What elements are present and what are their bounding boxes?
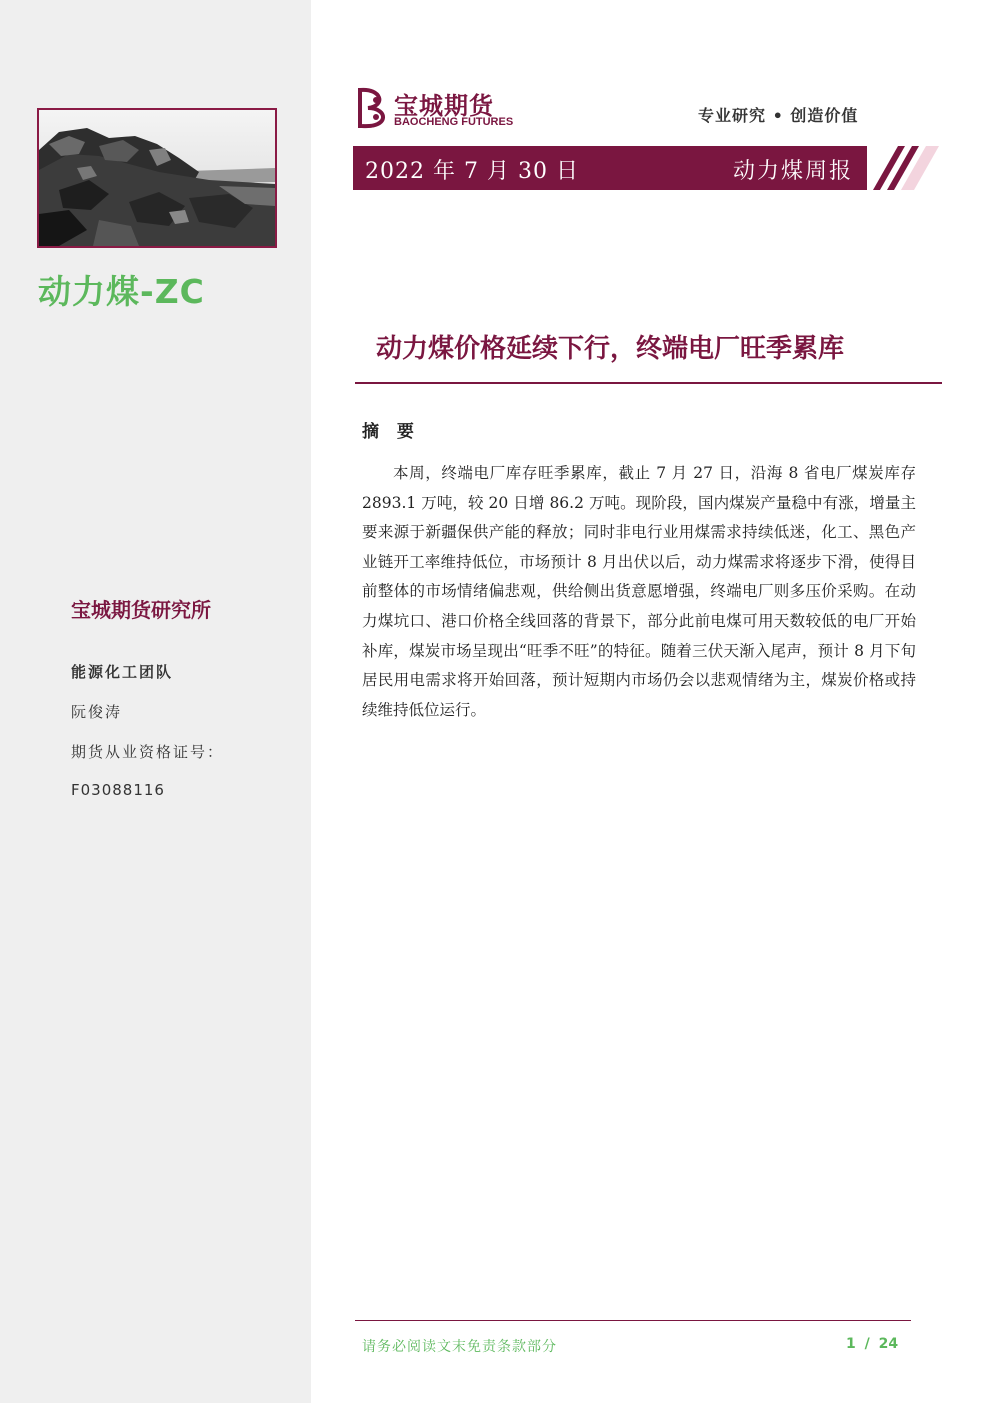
institute-name: 宝城期货研究所 [71,598,211,622]
product-title: 动力煤-ZC [38,272,205,311]
footer-disclaimer: 请务必阅读文末免责条款部分 [362,1339,557,1355]
logo-english-text: BAOCHENG FUTURES [394,116,514,128]
page-number: 1 / 24 [846,1336,899,1352]
report-type: 动力煤周报 [733,159,854,184]
report-date: 2022 年 7 月 30 日 [365,159,579,184]
company-logo [356,86,521,132]
headline-divider [355,382,942,384]
coal-image-icon [39,110,275,246]
cert-label: 期货从业资格证号： [71,743,225,761]
logo-mark-icon [356,86,392,130]
cert-number: F03088116 [71,781,165,799]
team-name: 能源化工团队 [71,663,174,681]
coal-photo [37,108,277,248]
abstract-body: 本周，终端电厂库存旺季累库，截止 7 月 27 日，沿海 8 省电厂煤炭库存 2893.1 万吨，较 20 日增 86.2 万吨。现阶段，国内煤炭产量稳中有涨，增量主要来源于新疆保供产能的释放；同时非电行业用煤需求持续低迷，化工、黑色产业链开工率维持低位，市场预计 8 月出伏以后，动力煤需求将逐步下滑，使得目前整体的市场情绪偏悲观，供给侧出货意愿增强，终端电厂则多压价采购。在动力煤坑口、港口价格全线回落的背景下，部分此前电煤可用天数较低的电厂开始补库，煤炭市场呈现出“旺季不旺”的特征。随着三伏天渐入尾声，预计 8 月下旬居民用电需求将开始回落，预计短期内市场仍会以悲观情绪为主，煤炭价格或持续维持低位运行。 [362,464,916,719]
report-banner [353,146,939,190]
logo-chinese-text: 宝城期货 [394,92,494,120]
slogan: 专业研究 • 创造价值 [698,106,859,125]
sidebar [0,0,311,1403]
analyst-name: 阮俊涛 [71,703,123,721]
footer-divider [355,1320,911,1321]
report-headline: 动力煤价格延续下行，终端电厂旺季累库 [376,334,845,364]
abstract-heading: 摘 要 [362,422,420,442]
